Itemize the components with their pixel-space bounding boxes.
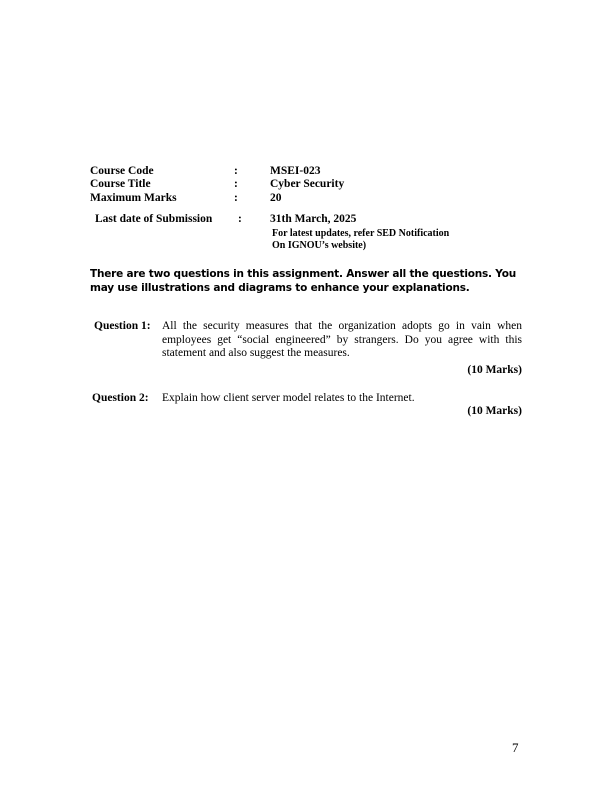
course-code-row xyxy=(0,165,612,178)
question-1-label: Question 1: xyxy=(94,320,151,332)
question-2-text: Explain how client server model relates to the Internet. xyxy=(162,392,415,404)
page-number: 7 xyxy=(512,740,519,755)
course-code-colon: : xyxy=(234,165,238,177)
max-marks-row xyxy=(0,192,612,205)
question-1-marks: (10 Marks) xyxy=(467,364,522,376)
max-marks-value: 20 xyxy=(270,192,282,204)
update-note-line2: On IGNOU’s website) xyxy=(272,240,367,251)
assignment-instructions: There are two questions in this assignment. Answer all the questions. You may use illustrations and diagrams to enhance your explanations. xyxy=(90,268,517,294)
last-date-colon: : xyxy=(238,213,242,225)
question-2-marks: (10 Marks) xyxy=(467,405,522,417)
last-date-value: 31th March, 2025 xyxy=(270,213,357,225)
last-date-row xyxy=(0,213,612,226)
course-title-label: Course Title xyxy=(90,178,151,190)
update-note-line1: For latest updates, refer SED Notification xyxy=(272,228,450,239)
course-code-value: MSEI-023 xyxy=(270,165,321,177)
course-title-value: Cyber Security xyxy=(270,178,345,190)
question-1-text: All the security measures that the organization adopts go in vain when employees get “social engineered” by strangers. Do you agree with this statement and also suggest the measures. xyxy=(162,320,522,359)
max-marks-colon: : xyxy=(234,192,238,204)
course-code-label: Course Code xyxy=(90,165,154,177)
last-date-label: Last date of Submission xyxy=(95,213,213,225)
question-2-label: Question 2: xyxy=(92,392,149,404)
course-title-row xyxy=(0,178,612,191)
course-title-colon: : xyxy=(234,178,238,190)
max-marks-label: Maximum Marks xyxy=(90,192,177,204)
